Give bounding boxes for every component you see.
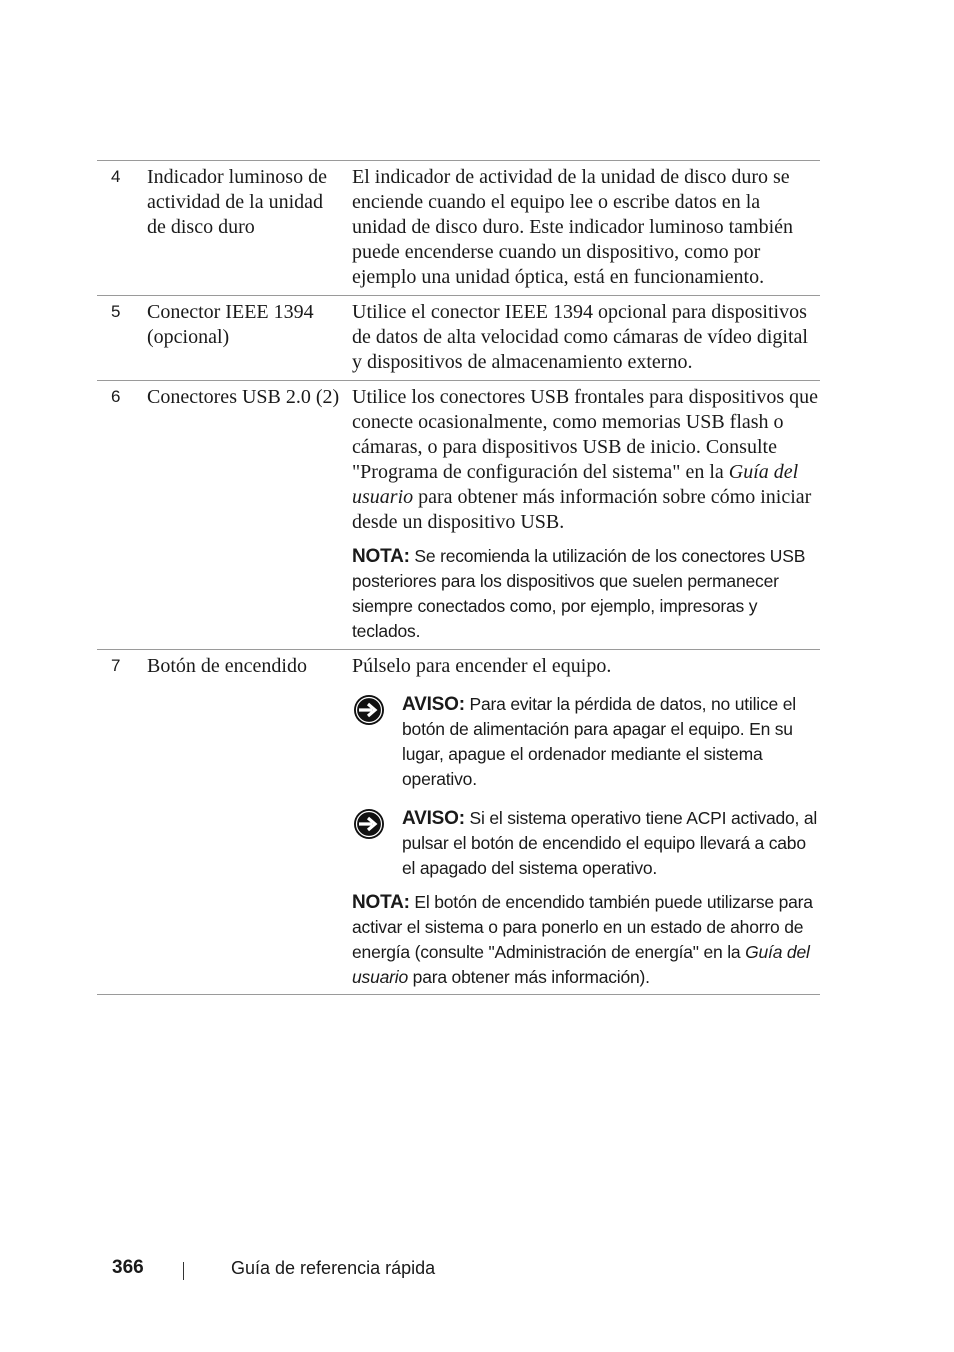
notice [352, 692, 818, 792]
description-text: El indicador de actividad de la unidad de disco duro se enciende cuando el equipo lee o escribe datos en la unidad de disco duro. Este indicador luminoso también puede encenderse cuando un dispositivo, como por ejemplo una unidad óptica, está en funcionamiento. [352, 166, 794, 288]
row-description [352, 381, 818, 644]
row-label: Conectores USB 2.0 (2) [147, 386, 340, 408]
notice-label: AVISO: [402, 694, 465, 715]
notice-text: Para evitar la pérdida de datos, no utilice el botón de alimentación para apagar el equipo. En su lugar, apague el ordenador mediante el sistema operativo. [402, 694, 796, 789]
notice-text: Si el sistema operativo tiene ACPI activado, al pulsar el botón de encendido el equipo llevará a cabo el apagado del sistema operativo. [402, 808, 818, 878]
notice-icon [353, 808, 385, 840]
specs-table [97, 160, 820, 995]
description-text: Púlselo para encender el equipo. [352, 655, 612, 677]
note-label: NOTA: [352, 546, 410, 567]
notice-icon [353, 694, 385, 726]
row-description [352, 296, 818, 375]
notice [352, 806, 818, 881]
user-guide-reference: Guía del usuario [352, 461, 799, 508]
row-number: 7 [111, 656, 121, 675]
page-number: 366 [112, 1257, 144, 1278]
description-text: Utilice los conectores USB frontales para dispositivos que conecte ocasionalmente, como memorias USB flash o cámaras, o para dispositivos USB de inicio. Consulte "Programa de configuración del sistema" en la Guía del usuario para obtener más información sobre cómo iniciar desde un dispositivo USB. [352, 386, 819, 533]
row-number: 4 [111, 167, 121, 186]
row-description [352, 650, 818, 990]
table-row [97, 649, 820, 995]
table-row [97, 380, 820, 649]
note-label: NOTA: [352, 892, 410, 913]
notice-label: AVISO: [402, 808, 465, 829]
footer-separator [183, 1262, 184, 1280]
user-guide-reference: Guía del usuario [352, 942, 810, 987]
note [352, 544, 818, 644]
note-text: Se recomienda la utilización de los conectores USB posteriores para los dispositivos que suelen permanecer siempre conectados como, por ejemplo, impresoras y teclados. [352, 546, 806, 641]
table-row [97, 295, 820, 380]
row-number: 5 [111, 302, 121, 321]
table-row [97, 160, 820, 295]
footer-title: Guía de referencia rápida [231, 1258, 436, 1278]
row-label: Conector IEEE 1394 (opcional) [147, 301, 314, 348]
row-label: Botón de encendido [147, 655, 307, 677]
row-number: 6 [111, 387, 121, 406]
row-description [352, 161, 818, 290]
note: NOTA: El botón de encendido también puede utilizarse para activar el sistema o para ponerlo en un estado de ahorro de energía (consulte "Administración de energía" en la Guía del usuario para obtener más información). [352, 892, 813, 987]
description-text: Utilice el conector IEEE 1394 opcional para dispositivos de datos de alta velocidad como cámaras de vídeo digital y dispositivos de almacenamiento externo. [352, 301, 808, 373]
row-label: Indicador luminoso de actividad de la unidad de disco duro [147, 166, 327, 238]
